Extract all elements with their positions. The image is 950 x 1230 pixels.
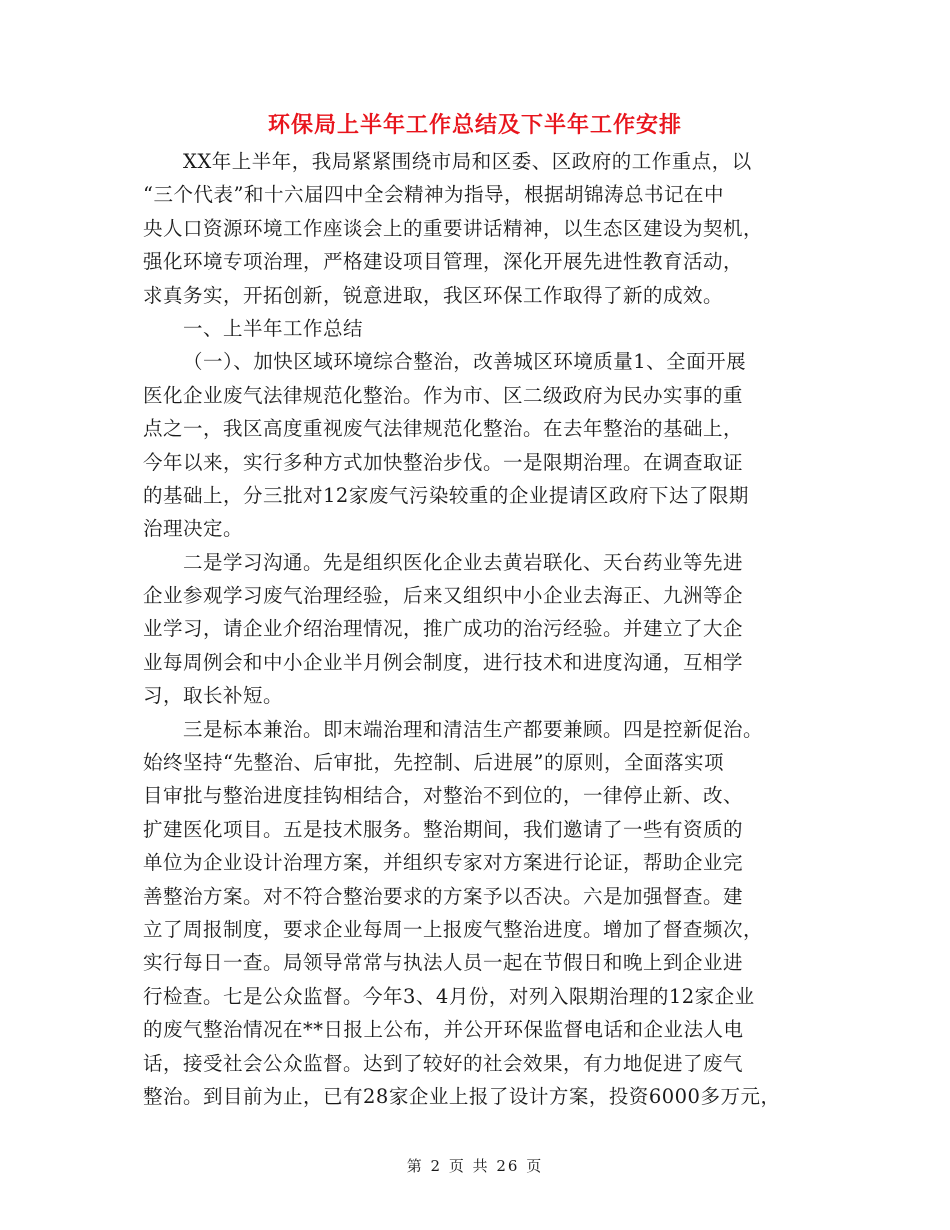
text-line: 强化环境专项治理，严格建设项目管理，深化开展先进性教育活动， <box>143 250 744 274</box>
text-line: （一）、加快区域环境综合整治，改善城区环境质量1、全面开展 <box>183 350 747 374</box>
text-line: 习，取长补短。 <box>143 684 284 708</box>
text-line: 实行每日一查。局领导常常与执法人员一起在节假日和晚上到企业进 <box>143 951 744 975</box>
text-line: 话，接受社会公众监督。达到了较好的社会效果，有力地促进了废气 <box>143 1051 744 1075</box>
text-line: 善整治方案。对不符合整治要求的方案予以否决。六是加强督查。建 <box>143 884 744 908</box>
text-line: 目审批与整治进度挂钩相结合，对整治不到位的，一律停止新、改、 <box>143 784 744 808</box>
text-line: “三个代表”和十六届四中全会精神为指导，根据胡锦涛总书记在中 <box>143 183 724 207</box>
text-line: 扩建医化项目。五是技术服务。整治期间，我们邀请了一些有资质的 <box>143 817 744 841</box>
text-line: 央人口资源环境工作座谈会上的重要讲话精神，以生态区建设为契机， <box>143 216 764 240</box>
section-heading: 一、上半年工作总结 <box>183 316 364 340</box>
text-line: 业学习，请企业介绍治理情况，推广成功的治污经验。并建立了大企 <box>143 617 744 641</box>
text-line: 医化企业废气法律规范化整治。作为市、区二级政府为民办实事的重 <box>143 383 744 407</box>
text-line: 始终坚持“先整治、后审批，先控制、后进展”的原则，全面落实项 <box>143 751 724 775</box>
text-line: 行检查。七是公众监督。今年3、4月份，对列入限期治理的12家企业 <box>143 984 755 1008</box>
text-line: 三是标本兼治。即末端治理和清洁生产都要兼顾。四是控新促治。 <box>183 717 764 741</box>
document-title: 环保局上半年工作总结及下半年工作安排 <box>267 112 682 138</box>
text-line: 点之一，我区高度重视废气法律规范化整治。在去年整治的基础上， <box>143 417 744 441</box>
text-line: 企业参观学习废气治理经验，后来又组织中小企业去海正、九洲等企 <box>143 584 744 608</box>
text-line: XX年上半年，我局紧紧围绕市局和区委、区政府的工作重点，以 <box>183 150 752 173</box>
document-body <box>143 145 823 1113</box>
text-line: 的基础上，分三批对12家废气污染较重的企业提请区政府下达了限期 <box>143 483 749 507</box>
text-line: 治理决定。 <box>143 517 244 541</box>
text-line: 业每周例会和中小企业半月例会制度，进行技术和进度沟通，互相学 <box>143 650 744 674</box>
text-line: 的废气整治情况在**日报上公布，并公开环保监督电话和企业法人电 <box>143 1018 744 1042</box>
text-line: 求真务实，开拓创新，锐意进取，我区环保工作取得了新的成效。 <box>143 283 724 307</box>
text-line: 立了周报制度，要求企业每周一上报废气整治进度。增加了督查频次， <box>143 917 764 941</box>
text-line: 整治。到目前为止，已有28家企业上报了设计方案，投资6000多万元， <box>143 1084 781 1108</box>
text-line: 单位为企业设计治理方案，并组织专家对方案进行论证，帮助企业完 <box>143 851 744 875</box>
page-footer: 第 2 页 共 26 页 <box>406 1157 544 1175</box>
text-line: 今年以来，实行多种方式加快整治步伐。一是限期治理。在调查取证 <box>143 450 744 474</box>
text-line: 二是学习沟通。先是组织医化企业去黄岩联化、天台药业等先进 <box>183 550 744 574</box>
